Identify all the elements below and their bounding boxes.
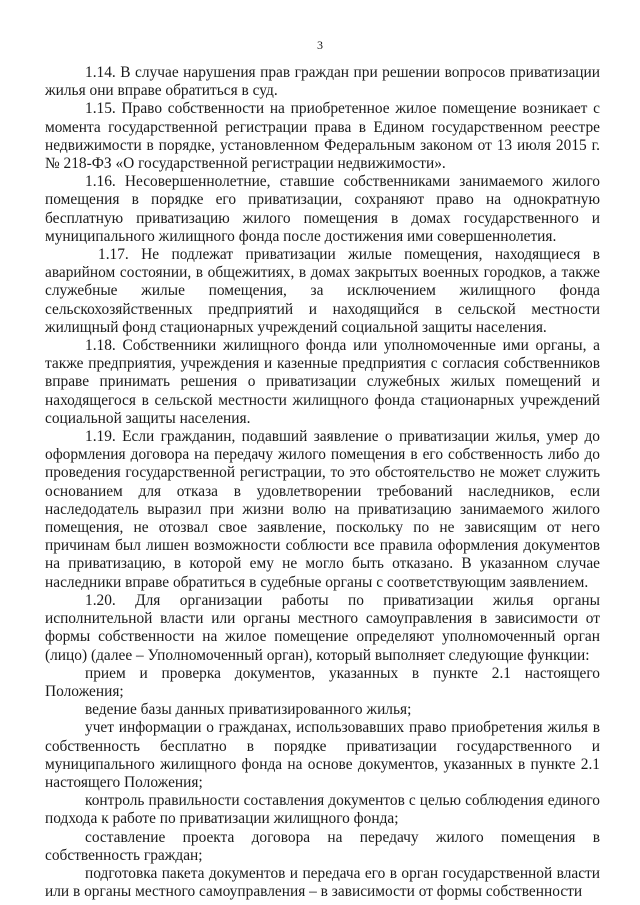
function-item: прием и проверка документов, указанных в пункте 2.1 настоящего Положения; — [45, 664, 600, 700]
paragraph-1-16: 1.16. Несовершеннолетние, ставшие собственниками занимаемого жилого помещения в порядке его приватизации, сохраняют право на однократную бесплатную приватизацию жилого помещения в домах государственного и муниципального жилищного фонда после достижения ими совершеннолетия. — [45, 173, 600, 245]
document-body — [45, 64, 600, 901]
paragraph-1-15: 1.15. Право собственности на приобретенное жилое помещение возникает с момента государственной регистрации права в Едином государственном реестре недвижимости в порядке, установленном Федеральным законом от 13 июля 2015 г. № 218-ФЗ «О государственной регистрации недвижимости». — [45, 100, 600, 173]
function-item: ведение базы данных приватизированного жилья; — [85, 701, 412, 719]
paragraph-1-20: 1.20. Для организации работы по приватизации жилья органы исполнительной власти или органы местного самоуправления в зависимости от формы собственности на жилое помещение определяют уполномоченный орган (лицо) (далее – Уполномоченный орган), который выполняет следующие функции: — [45, 591, 600, 664]
paragraph-1-19: 1.19. Если гражданин, подавший заявление о приватизации жилья, умер до оформления договора на передачу жилого помещения в его собственность либо до проведения государственной регистрации, то это обстоятельство не может служить основанием для отказа в удовлетворении требований наследников, если наследодатель выразил при жизни волю на приватизацию занимаемого жилого помещения, не отозвал свое заявление, поскольку по не зависящим от него причинам был лишен возможности соблюсти все правила оформления документов на приватизацию, в которой ему не могло быть отказано. В указанном случае наследники вправе обратиться в судебные органы с соответствующим заявлением. — [45, 428, 600, 591]
paragraph-1-14: 1.14. В случае нарушения прав граждан при решении вопросов приватизации жилья они вправе обратиться в суд. — [45, 64, 600, 100]
function-item: учет информации о гражданах, использовавших право приобретения жилья в собственность бесплатно в порядке приватизации государственного и муниципального жилищного фонда на основе документов, указанных в пункте 2.1 настоящего Положения; — [45, 719, 600, 791]
paragraph-1-17: 1.17. Не подлежат приватизации жилые помещения, находящиеся в аварийном состоянии, в общежитиях, в домах закрытых военных городков, а также служебные жилые помещения, за исключением жилищного фонда сельскохозяйственных предприятий и находящийся в сельской местности жилищный фонд стационарных учреждений социальной защиты населения. — [45, 246, 600, 336]
function-item: подготовка пакета документов и передача его в орган государственной власти или в органы местного самоуправления – в зависимости от формы собственности — [45, 864, 600, 901]
paragraph-1-18: 1.18. Собственники жилищного фонда или уполномоченные ими органы, а также предприятия, учреждения и казенные предприятия с согласия собственников вправе принимать решения о приватизации служебных жилых помещений и находящегося в сельской местности жилищного фонда стационарных учреждений социальной защиты населения. — [45, 337, 600, 427]
function-item: составление проекта договора на передачу жилого помещения в собственность граждан; — [45, 828, 600, 864]
page-number: 3 — [317, 38, 323, 52]
function-item: контроль правильности составления документов с целью соблюдения единого подхода к работе по приватизации жилищного фонда; — [45, 792, 600, 828]
